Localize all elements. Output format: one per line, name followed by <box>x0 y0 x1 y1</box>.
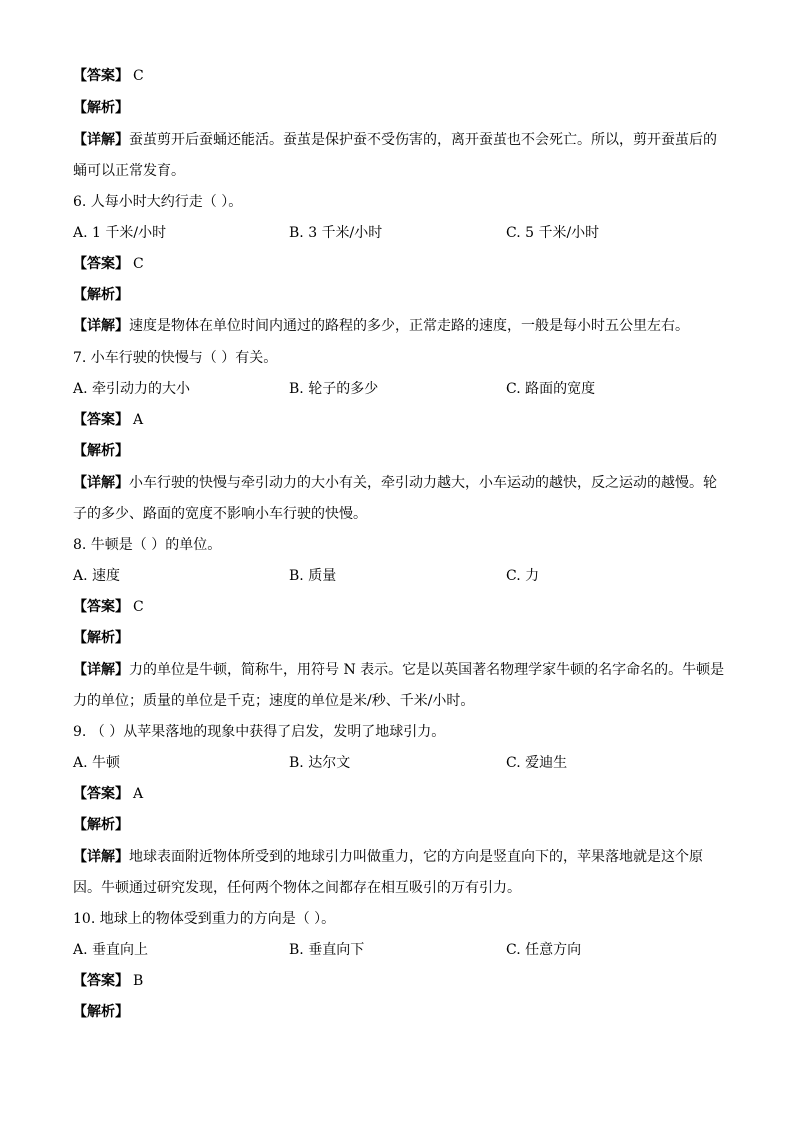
answer-line-q9 <box>73 784 733 804</box>
detail-continuation-q7: 子的多少、路面的宽度不影响小车行驶的快慢。 <box>73 506 367 522</box>
detail-text: 小车行驶的快慢与牵引动力的大小有关，牵引动力越大，小车运动的越快，反之运动的越慢。轮 <box>129 475 717 491</box>
answer-line-q6 <box>73 254 733 274</box>
analysis-label: 【解析】 <box>73 1004 129 1020</box>
answer-value: A <box>133 412 144 428</box>
option-8b: B. 质量 <box>289 568 337 584</box>
analysis-label-q5 <box>73 98 733 118</box>
option-6b: B. 3 千米/小时 <box>289 225 383 241</box>
question-10: 10. 地球上的物体受到重力的方向是（ ）。 <box>73 911 336 927</box>
detail-label: 【详解】 <box>73 318 129 334</box>
detail-continuation-q9: 因。牛顿通过研究发现，任何两个物体之间都存在相互吸引的万有引力。 <box>73 880 521 896</box>
answer-label: 【答案】 <box>73 412 129 428</box>
analysis-label: 【解析】 <box>73 630 129 646</box>
question-7: 7. 小车行驶的快慢与（ ）有关。 <box>73 350 278 366</box>
detail-text: 地球表面附近物体所受到的地球引力叫做重力，它的方向是竖直向下的，苹果落地就是这个原 <box>129 849 703 865</box>
detail-line-q7 <box>73 473 733 493</box>
detail-text: 力的单位是牛顿，简称牛，用符号 N 表示。它是以英国著名物理学家牛顿的名字命名的。牛顿是 <box>129 662 725 678</box>
detail-line-q6 <box>73 316 733 336</box>
option-10b: B. 垂直向下 <box>289 942 365 958</box>
option-8c: C. 力 <box>506 568 540 584</box>
option-9a: A. 牛顿 <box>73 755 121 771</box>
detail-text: 速度是物体在单位时间内通过的路程的多少，正常走路的速度，一般是每小时五公里左右。 <box>129 318 689 334</box>
option-8a: A. 速度 <box>73 568 121 584</box>
question-9: 9. （ ）从苹果落地的现象中获得了启发，发明了地球引力。 <box>73 724 446 740</box>
analysis-label-q9 <box>73 815 733 835</box>
analysis-label: 【解析】 <box>73 100 129 116</box>
answer-value: B <box>133 973 144 989</box>
answer-label: 【答案】 <box>73 973 129 989</box>
answer-value: C <box>133 256 144 272</box>
option-10a: A. 垂直向上 <box>73 942 149 958</box>
detail-line-q8 <box>73 660 733 680</box>
detail-label: 【详解】 <box>73 132 129 148</box>
analysis-label: 【解析】 <box>73 817 129 833</box>
option-10c: C. 任意方向 <box>506 942 582 958</box>
answer-value: C <box>133 68 144 84</box>
answer-label: 【答案】 <box>73 256 129 272</box>
answer-value: C <box>133 599 144 615</box>
option-6c: C. 5 千米/小时 <box>506 225 600 241</box>
answer-line-q7 <box>73 410 733 430</box>
detail-label: 【详解】 <box>73 849 129 865</box>
analysis-label: 【解析】 <box>73 287 129 303</box>
detail-line-q9 <box>73 847 733 867</box>
answer-line-q5 <box>73 66 733 86</box>
option-9b: B. 达尔文 <box>289 755 351 771</box>
option-9c: C. 爱迪生 <box>506 755 568 771</box>
detail-label: 【详解】 <box>73 662 129 678</box>
answer-label: 【答案】 <box>73 786 129 802</box>
detail-line-q5 <box>73 130 733 150</box>
option-7b: B. 轮子的多少 <box>289 381 379 397</box>
answer-value: A <box>133 786 144 802</box>
question-8: 8. 牛顿是（ ）的单位。 <box>73 537 222 553</box>
option-6a: A. 1 千米/小时 <box>73 225 167 241</box>
analysis-label-q8 <box>73 628 733 648</box>
analysis-label-q7 <box>73 441 733 461</box>
detail-continuation-q5: 蛹可以正常发育。 <box>73 163 185 179</box>
detail-label: 【详解】 <box>73 475 129 491</box>
option-7a: A. 牵引动力的大小 <box>73 381 191 397</box>
question-6: 6. 人每小时大约行走（ ）。 <box>73 194 243 210</box>
option-7c: C. 路面的宽度 <box>506 381 596 397</box>
analysis-label: 【解析】 <box>73 443 129 459</box>
analysis-label-q6 <box>73 285 733 305</box>
detail-continuation-q8: 力的单位；质量的单位是千克；速度的单位是米/秒、千米/小时。 <box>73 693 475 709</box>
answer-line-q10 <box>73 971 733 991</box>
answer-line-q8 <box>73 597 733 617</box>
analysis-label-q10 <box>73 1002 733 1022</box>
detail-text: 蚕茧剪开后蚕蛹还能活。蚕茧是保护蚕不受伤害的，离开蚕茧也不会死亡。所以，剪开蚕茧后的 <box>129 132 717 148</box>
answer-label: 【答案】 <box>73 68 129 84</box>
answer-label: 【答案】 <box>73 599 129 615</box>
